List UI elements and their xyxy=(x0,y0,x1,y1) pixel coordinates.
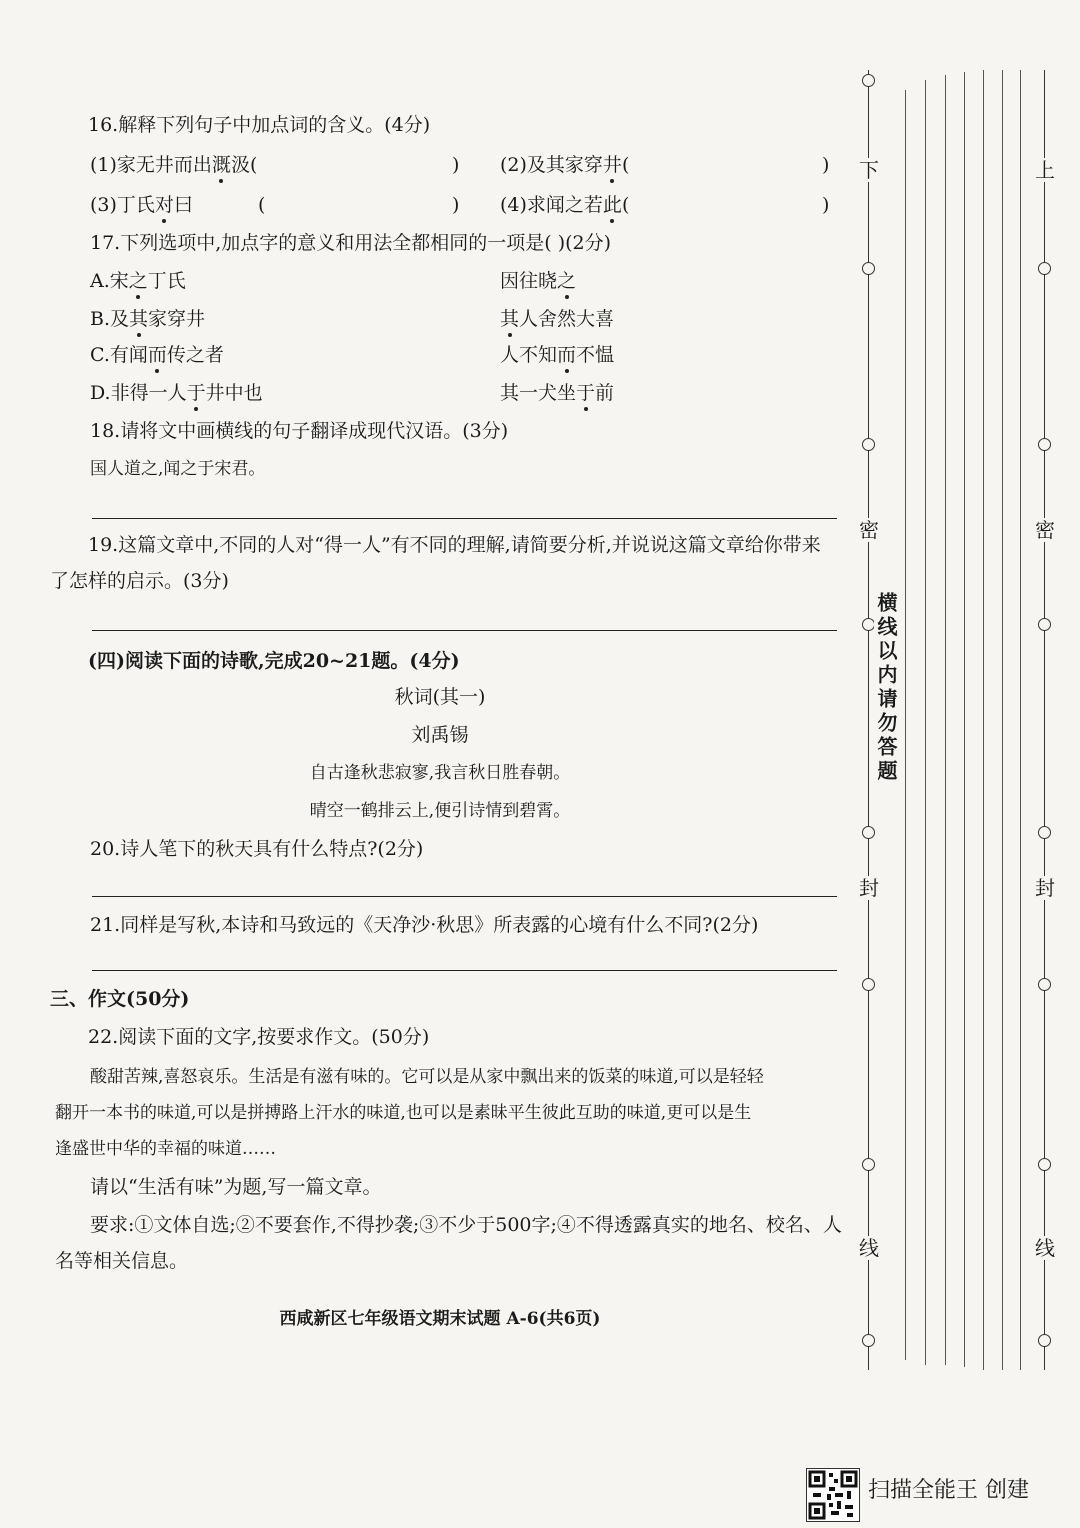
q16-title: 16.解释下列句子中加点词的含义。(4分) xyxy=(88,114,431,136)
page-footer: 西咸新区七年级语文期末试题 A-6(共6页) xyxy=(279,1309,601,1329)
q16-item-4-pre: (4)求闻之若 xyxy=(500,194,603,216)
q16-item-3-close: ) xyxy=(452,194,460,216)
binding-warning: 横线以内请勿答题 xyxy=(874,592,898,784)
q18-sentence: 国人道之,闻之于宋君。 xyxy=(90,459,266,479)
binding-char-left-3: 封 xyxy=(859,876,879,900)
binding-char-right-3: 封 xyxy=(1035,876,1055,900)
margin-circle-icon xyxy=(862,1334,875,1347)
q17-c-left-dot-char: 而 xyxy=(147,344,167,366)
q17-a-right-pre: 因往晓 xyxy=(500,270,558,292)
scanner-watermark-text: 扫描全能王 创建 xyxy=(868,1478,1029,1503)
q17-a-left-post: 丁氏 xyxy=(147,270,186,292)
margin-circle-icon xyxy=(862,74,875,87)
poem-line-2: 晴空一鹤排云上,便引诗情到碧霄。 xyxy=(309,801,571,821)
q16-item-3-dot-char: 对 xyxy=(154,194,174,216)
q17-b-left-post: 家穿井 xyxy=(148,308,206,330)
q17-option-b-left xyxy=(90,306,205,332)
q17-c-right-pre: 人不知 xyxy=(500,344,558,366)
q19-line1: 19.这篇文章中,不同的人对“得一人”有不同的理解,请简要分析,并说说这篇文章给你带来 xyxy=(88,534,821,556)
margin-circle-icon xyxy=(1038,262,1051,275)
q16-item-1-pre: (1)家无井而出 xyxy=(90,154,212,176)
margin-rule-2 xyxy=(925,80,926,1365)
q17-option-a-right xyxy=(500,268,576,294)
margin-circle-icon xyxy=(1038,826,1051,839)
q20-answer-line[interactable] xyxy=(92,896,837,897)
q17-d-right-pre: 其一犬坐 xyxy=(500,382,577,404)
margin-rule-7 xyxy=(1020,70,1021,1370)
margin-circle-icon xyxy=(862,438,875,451)
q16-item-1-close: ) xyxy=(452,154,460,176)
q16-item-4 xyxy=(500,192,629,218)
margin-rule-6 xyxy=(1002,70,1003,1370)
q17-option-a-left xyxy=(90,268,186,294)
q17-c-left-pre: C.有闻 xyxy=(90,344,148,366)
qr-code-icon xyxy=(806,1468,860,1522)
q17-d-left-post: 井中也 xyxy=(205,382,263,404)
margin-circle-icon xyxy=(1038,978,1051,991)
section4-title: (四)阅读下面的诗歌,完成20~21题。(4分) xyxy=(88,650,460,672)
margin-circle-icon xyxy=(1038,1334,1051,1347)
margin-circle-icon xyxy=(862,826,875,839)
q22-passage-line-1: 酸甜苦辣,喜怒哀乐。生活是有滋有味的。它可以是从家中飘出来的饭菜的味道,可以是轻轻 xyxy=(90,1067,764,1087)
margin-circle-icon xyxy=(1038,1158,1051,1171)
margin-circle-icon xyxy=(862,978,875,991)
q21-answer-line[interactable] xyxy=(92,970,837,971)
binding-char-right-4: 线 xyxy=(1035,1236,1055,1260)
poem-author: 刘禹锡 xyxy=(411,724,469,746)
q17-a-left-dot-char: 之 xyxy=(128,270,148,292)
q17-option-d-left xyxy=(90,380,263,406)
margin-circle-icon xyxy=(862,1158,875,1171)
q16-item-2-close: ) xyxy=(822,154,830,176)
q21-title: 21.同样是写秋,本诗和马致远的《天净沙·秋思》所表露的心境有什么不同?(2分) xyxy=(90,914,759,936)
q20-title: 20.诗人笔下的秋天具有什么特点?(2分) xyxy=(90,838,424,860)
q17-d-right-post: 前 xyxy=(595,382,615,404)
q17-d-left-pre: D.非得一人 xyxy=(90,382,187,404)
q16-item-2 xyxy=(500,152,629,178)
q17-b-left-dot-char: 其 xyxy=(129,308,149,330)
margin-rule-5 xyxy=(983,70,984,1370)
q17-d-right-dot-char: 于 xyxy=(576,382,596,404)
margin-rule-1 xyxy=(905,90,906,1360)
section3-title: 三、作文(50分) xyxy=(50,988,190,1010)
q18-answer-line[interactable] xyxy=(92,518,837,519)
q16-item-3-pre: (3)丁氏 xyxy=(90,194,155,216)
q22-requirements-line-1: 要求:①文体自选;②不要套作,不得抄袭;③不少于500字;④不得透露真实的地名、校名、人 xyxy=(90,1214,842,1236)
q17-c-right-dot-char: 而 xyxy=(557,344,577,366)
q16-item-2-dot-char: 井 xyxy=(602,154,622,176)
q22-requirements-line-2: 名等相关信息。 xyxy=(55,1250,189,1272)
q17-b-right-dot-char: 其 xyxy=(500,308,520,330)
q16-item-4-post: ( xyxy=(621,194,630,216)
q17-c-right-post: 不愠 xyxy=(576,344,615,366)
q16-item-1-post: 汲( xyxy=(230,154,258,176)
q16-item-4-dot-char: 此 xyxy=(602,194,622,216)
q17-a-left-pre: A.宋 xyxy=(90,270,129,292)
margin-rule-3 xyxy=(945,75,946,1365)
poem-title: 秋词(其一) xyxy=(394,686,486,708)
binding-char-left-2: 密 xyxy=(859,518,879,542)
q16-item-1-dot-char: 溉 xyxy=(211,154,231,176)
q17-c-left-post: 传之者 xyxy=(166,344,224,366)
binding-char-left-1: 下 xyxy=(859,158,879,182)
binding-char-right-2: 密 xyxy=(1035,518,1055,542)
q17-b-left-pre: B.及 xyxy=(90,308,130,330)
q22-passage-line-3: 逢盛世中华的幸福的味道…… xyxy=(55,1139,276,1159)
q17-b-right-post: 人舍然大喜 xyxy=(519,308,615,330)
margin-rule-4 xyxy=(964,72,965,1367)
q17-option-d-right xyxy=(500,380,614,406)
q17-option-b-right xyxy=(500,306,614,332)
q22-prompt: 请以“生活有味”为题,写一篇文章。 xyxy=(90,1176,382,1198)
q16-item-3 xyxy=(90,192,193,218)
q16-item-1 xyxy=(90,152,257,178)
margin-circle-icon xyxy=(1038,618,1051,631)
q17-a-right-dot-char: 之 xyxy=(557,270,577,292)
q16-item-3-post: 曰 xyxy=(173,194,193,216)
q17-option-c-right xyxy=(500,342,614,368)
q18-title: 18.请将文中画横线的句子翻译成现代汉语。(3分) xyxy=(90,420,509,442)
q16-item-3-open: ( xyxy=(258,194,266,216)
q16-item-4-close: ) xyxy=(822,194,830,216)
q16-item-2-pre: (2)及其家穿 xyxy=(500,154,603,176)
q19-answer-line[interactable] xyxy=(92,630,837,631)
q19-line2: 了怎样的启示。(3分) xyxy=(50,570,229,592)
binding-char-right-1: 上 xyxy=(1035,158,1055,182)
q22-title: 22.阅读下面的文字,按要求作文。(50分) xyxy=(88,1026,430,1048)
q16-item-2-post: ( xyxy=(621,154,630,176)
q17-d-left-dot-char: 于 xyxy=(186,382,206,404)
binding-char-left-4: 线 xyxy=(859,1236,879,1260)
margin-circle-icon xyxy=(1038,438,1051,451)
q17-option-c-left xyxy=(90,342,224,368)
poem-line-1: 自古逢秋悲寂寥,我言秋日胜春朝。 xyxy=(309,763,571,783)
q22-passage-line-2: 翻开一本书的味道,可以是拼搏路上汗水的味道,也可以是素昧平生彼此互助的味道,更可以是生 xyxy=(55,1103,752,1123)
margin-circle-icon xyxy=(862,262,875,275)
q17-title: 17.下列选项中,加点字的意义和用法全都相同的一项是( )(2分) xyxy=(90,232,612,254)
